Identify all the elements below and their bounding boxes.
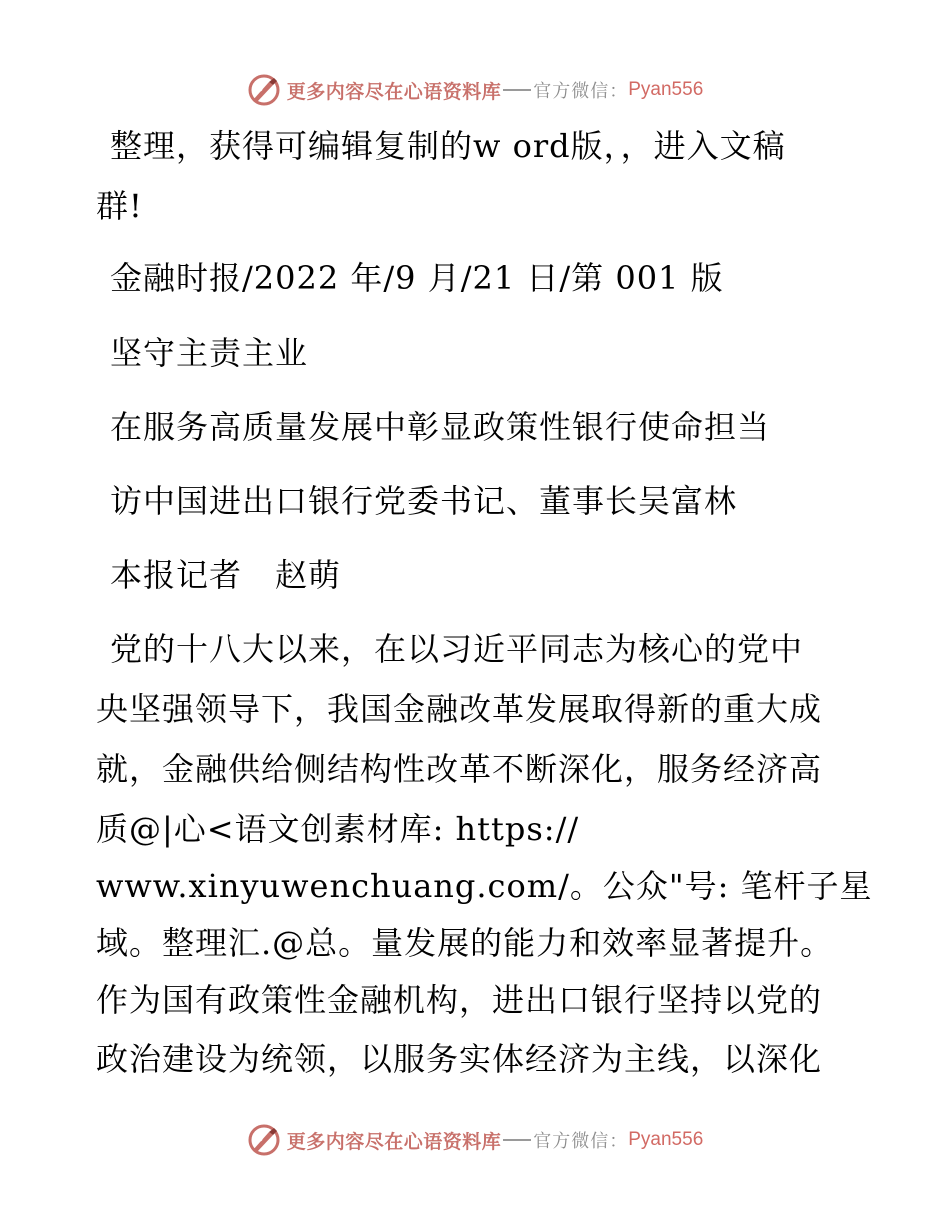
byline: 本报记者 赵萌 (110, 556, 342, 594)
body-line-2: 群! (96, 187, 143, 225)
paragraph-line-2: 央坚强领导下，我国金融改革发展取得新的重大成 (96, 690, 823, 728)
paragraph-line-6: 域。整理汇.@总。量发展的能力和效率显著提升。 (96, 924, 834, 962)
pen-logo-icon (247, 1123, 281, 1157)
headline-kicker: 坚守主责主业 (110, 334, 309, 372)
paragraph-line-1: 党的十八大以来，在以习近平同志为核心的党中 (110, 630, 804, 668)
paragraph-line-4: 质@|心<语文创素材库: https:// (96, 810, 580, 848)
footer-dash (503, 1139, 531, 1141)
footer-official-label: 官方微信： (533, 1131, 629, 1152)
dateline: 金融时报/2022 年/9 月/21 日/第 001 版 (110, 259, 724, 297)
paragraph-line-5: www.xinyuwenchuang.com/。公众"号: 笔杆子星 (96, 867, 873, 905)
header-wechat-id: Pyan556 (628, 79, 704, 100)
header-official-label: 官方微信： (533, 81, 629, 102)
footer-banner (0, 1120, 950, 1160)
footer-banner-text: 更多内容尽在心语资料库 (286, 1130, 502, 1153)
paragraph-line-3: 就，金融供给侧结构性改革不断深化，服务经济高 (96, 750, 823, 788)
headline-main: 在服务高质量发展中彰显政策性银行使命担当 (110, 408, 771, 446)
paragraph-line-7: 作为国有政策性金融机构，进出口银行坚持以党的 (96, 981, 823, 1019)
headline-sub: 访中国进出口银行党委书记、董事长吴富林 (110, 482, 738, 520)
footer-wechat-id: Pyan556 (628, 1129, 704, 1150)
paragraph-line-8: 政治建设为统领，以服务实体经济为主线，以深化 (96, 1040, 823, 1078)
body-line-1: 整理，获得可编辑复制的w ord版，，进入文稿 (110, 127, 786, 165)
header-banner-text: 更多内容尽在心语资料库 (286, 80, 502, 103)
